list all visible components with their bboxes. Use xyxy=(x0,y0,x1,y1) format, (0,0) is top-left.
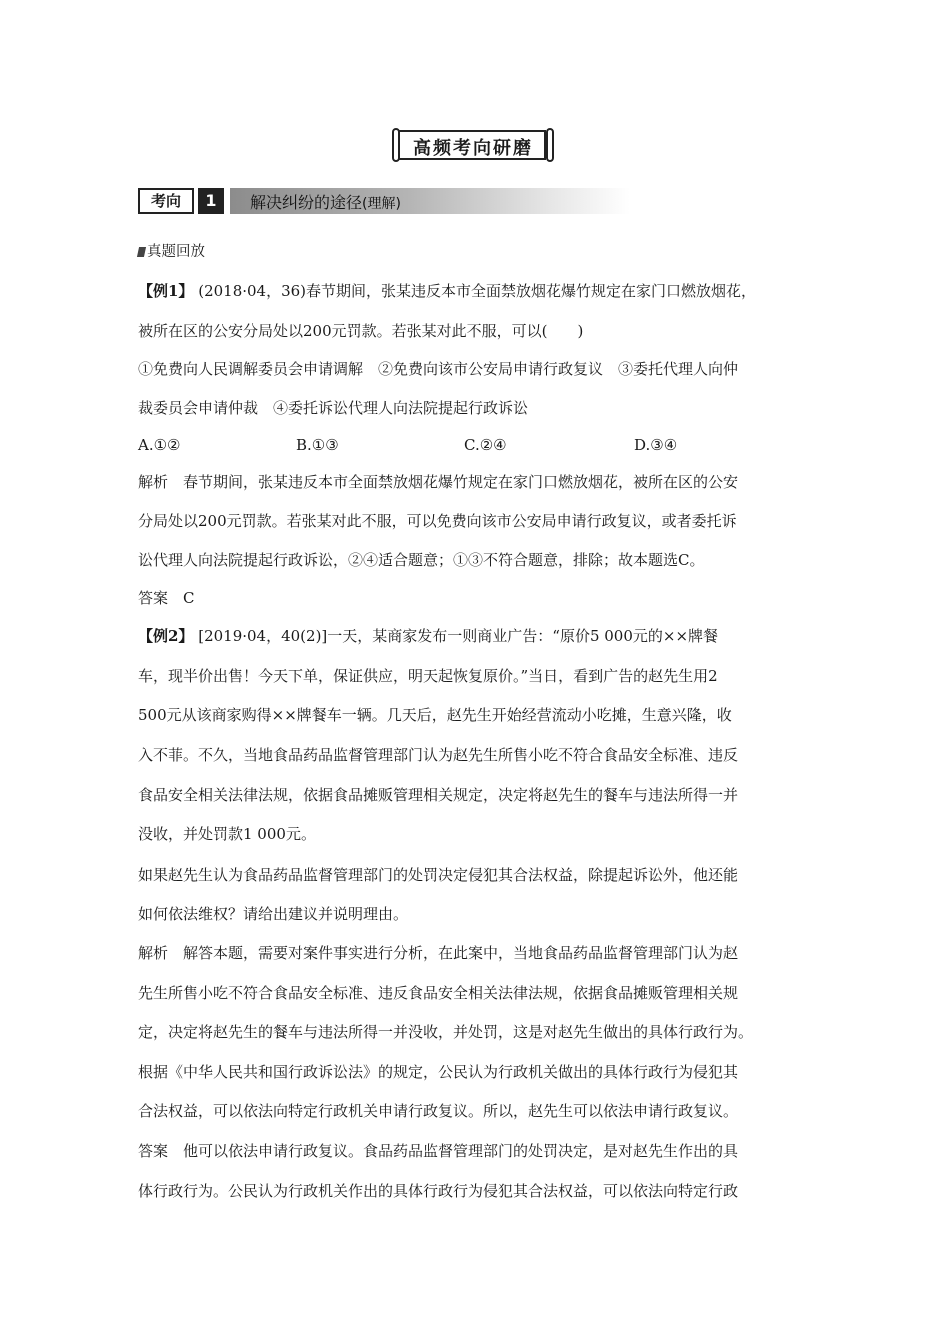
example1-line-2: 被所在区的公安分局处以200元罚款。若张某对此不服，可以( ) xyxy=(138,322,584,340)
bullet-icon xyxy=(137,247,146,257)
section-subtitle: (理解) xyxy=(362,196,401,212)
example2-line-5: 食品安全相关法律法规，依据食品摊贩管理相关规定，决定将赵先生的餐车与违法所得一并 xyxy=(138,786,739,804)
example2-line-6: 没收，并处罚款1 000元。 xyxy=(138,825,316,843)
example2-analysis-line-3: 定，决定将赵先生的餐车与违法所得一并没收，并处罚，这是对赵先生做出的具体行政行为。 xyxy=(138,1023,754,1041)
example1-analysis-line-1: 解析 春节期间，张某违反本市全面禁放烟花爆竹规定在家门口燃放烟花，被所在区的公安 xyxy=(138,473,739,491)
example1-option-b: B.①③ xyxy=(296,436,339,454)
section-tag: 考向 xyxy=(138,188,194,214)
example2-question-line-2: 如何依法维权？请给出建议并说明理由。 xyxy=(138,905,409,923)
example1-answer: 答案 C xyxy=(138,589,195,607)
example1-line-3: ①免费向人民调解委员会申请调解 ②免费向该市公安局申请行政复议 ③委托代理人向仲 xyxy=(138,360,739,378)
example1-analysis-line-2: 分局处以200元罚款。若张某对此不服，可以免费向该市公安局申请行政复议，或者委托诉 xyxy=(138,512,737,530)
example2-analysis-line-4: 根据《中华人民共和国行政诉讼法》的规定，公民认为行政机关做出的具体行政行为侵犯其 xyxy=(138,1063,739,1081)
example2-line-1-text: [2019·04，40(2)]一天，某商家发布一则商业广告：“原价5 000元的××牌餐 xyxy=(198,627,719,645)
example1-line-1-text: (2018·04，36)春节期间，张某违反本市全面禁放烟花爆竹规定在家门口燃放烟花， xyxy=(198,282,757,300)
example2-question-line-1: 如果赵先生认为食品药品监督管理部门的处罚决定侵犯其合法权益，除提起诉讼外，他还能 xyxy=(138,866,739,884)
scroll-curl-right-icon xyxy=(546,128,554,162)
example2-answer-line-1: 答案 他可以依法申请行政复议。食品药品监督管理部门的处罚决定，是对赵先生作出的具 xyxy=(138,1142,739,1160)
example2-line-1 xyxy=(138,626,718,646)
example1-option-c: C.②④ xyxy=(464,436,507,454)
page-title: 高频考向研磨 xyxy=(413,138,533,159)
section-number: 1 xyxy=(198,188,224,214)
example2-analysis-line-5: 合法权益，可以依法向特定行政机关申请行政复议。所以，赵先生可以依法申请行政复议。 xyxy=(138,1102,739,1120)
example2-label: 【例2】 xyxy=(138,627,194,645)
example1-line-4: 裁委员会申请仲裁 ④委托诉讼代理人向法院提起行政诉讼 xyxy=(138,399,529,417)
example2-answer-line-2: 体行政行为。公民认为行政机关作出的具体行政行为侵犯其合法权益，可以依法向特定行政 xyxy=(138,1182,739,1200)
section-title xyxy=(250,190,401,213)
example1-option-a: A.①② xyxy=(138,436,181,454)
subheading xyxy=(138,240,205,261)
section-header xyxy=(138,188,698,216)
example1-line-1 xyxy=(138,281,756,301)
example2-line-4: 入不菲。不久，当地食品药品监督管理部门认为赵先生所售小吃不符合食品安全标准、违反 xyxy=(138,746,739,764)
example2-line-3: 500元从该商家购得××牌餐车一辆。几天后，赵先生开始经营流动小吃摊，生意兴隆，收 xyxy=(138,706,732,724)
section-title-text: 解决纠纷的途径 xyxy=(250,193,363,212)
page-title-banner xyxy=(392,126,554,166)
subheading-text: 真题回放 xyxy=(147,244,205,260)
example1-analysis-line-3: 讼代理人向法院提起行政诉讼，②④适合题意；①③不符合题意，排除；故本题选C。 xyxy=(138,551,705,569)
example1-label: 【例1】 xyxy=(138,282,194,300)
example2-line-2: 车，现半价出售！今天下单，保证供应，明天起恢复原价。”当日，看到广告的赵先生用2 xyxy=(138,667,718,685)
example2-analysis-line-1: 解析 解答本题，需要对案件事实进行分析，在此案中，当地食品药品监督管理部门认为赵 xyxy=(138,944,739,962)
example1-option-d: D.③④ xyxy=(634,436,678,454)
example2-analysis-line-2: 先生所售小吃不符合食品安全标准、违反食品安全相关法律法规，依据食品摊贩管理相关规 xyxy=(138,984,739,1002)
